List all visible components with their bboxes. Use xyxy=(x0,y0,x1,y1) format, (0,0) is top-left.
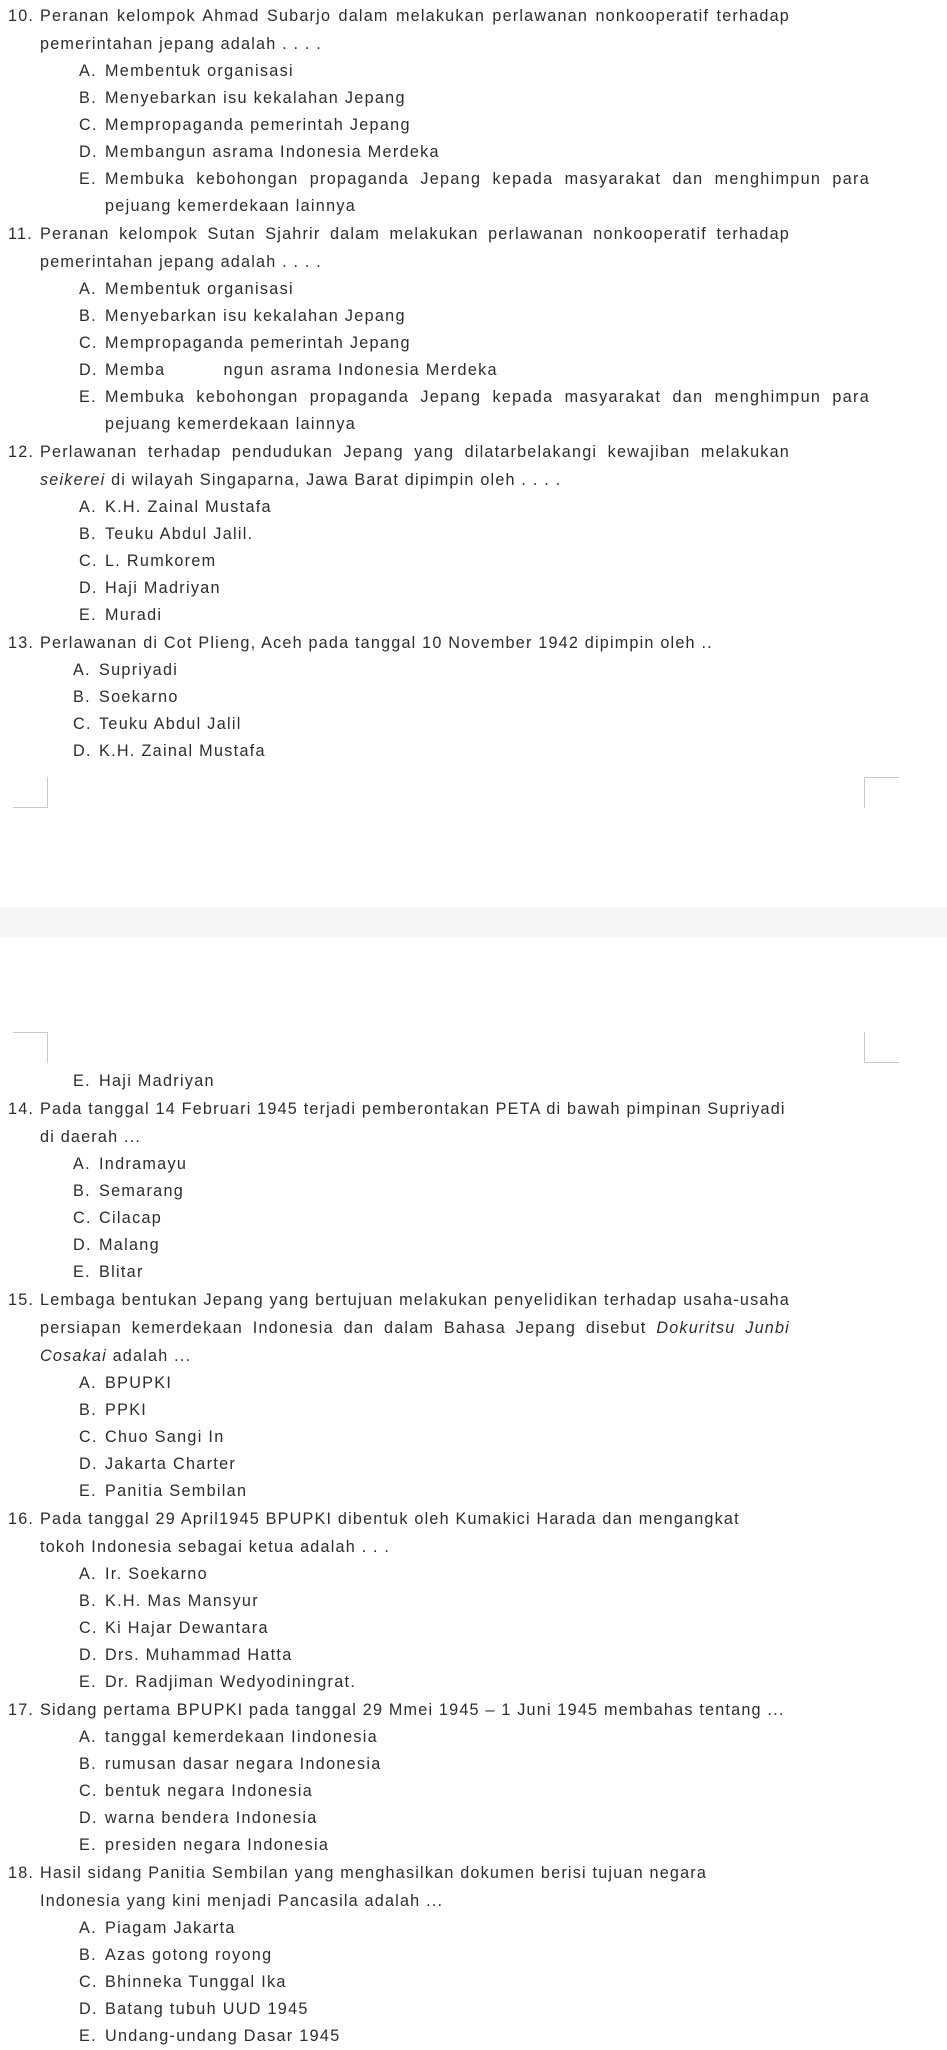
option-label: E. xyxy=(79,1482,97,1500)
option-text: Menyebarkan isu kekalahan Jepang xyxy=(105,89,406,107)
option xyxy=(0,1615,870,1642)
option xyxy=(0,58,870,85)
option-label: D. xyxy=(79,579,98,597)
option-label: C. xyxy=(79,334,98,352)
option xyxy=(0,139,870,166)
option-label: D. xyxy=(79,1455,98,1473)
option xyxy=(0,276,870,303)
option-text: BPUPKI xyxy=(105,1374,173,1392)
option xyxy=(0,1751,870,1778)
option xyxy=(0,1642,870,1669)
question-body: Perlawanan terhadap pendudukan Jepang yang dilatarbelakangi kewajiban melakukan xyxy=(40,443,790,461)
question-13 xyxy=(0,629,790,657)
question-body: Pada tanggal 14 Februari 1945 terjadi pemberontakan PETA di bawah pimpinan Supriyadi di daerah ... xyxy=(40,1100,786,1146)
document-page-2 xyxy=(0,937,947,2050)
option-label: B. xyxy=(79,1592,97,1610)
option-text: Haji Madriyan xyxy=(99,1072,215,1090)
question-body: Peranan kelompok Ahmad Subarjo dalam melakukan perlawanan nonkooperatif terhadap pemerintahan jepang adalah . . . . xyxy=(40,7,790,53)
option-label: B. xyxy=(79,89,97,107)
question-number: 10. xyxy=(8,7,35,25)
option-text: Ir. Soekarno xyxy=(105,1565,208,1583)
option-label: A. xyxy=(73,1155,91,1173)
option xyxy=(0,1805,870,1832)
option-text: K.H. Zainal Mustafa xyxy=(99,742,266,760)
option-text: Muradi xyxy=(105,606,163,624)
option xyxy=(0,1724,870,1751)
question-list-page-1 xyxy=(0,2,870,765)
option-text: Malang xyxy=(99,1236,160,1254)
option-label: A. xyxy=(79,1728,97,1746)
option-text: Drs. Muhammad Hatta xyxy=(105,1646,293,1664)
option xyxy=(0,1424,870,1451)
question-text xyxy=(8,1095,790,1151)
option-text: Ki Hajar Dewantara xyxy=(105,1619,269,1637)
question-text xyxy=(8,220,790,276)
option-list xyxy=(0,1151,870,1286)
option-text: Supriyadi xyxy=(99,661,179,679)
question-17 xyxy=(0,1696,790,1724)
option-label: E. xyxy=(79,388,97,406)
option-label: C. xyxy=(79,1619,98,1637)
question-text xyxy=(8,1696,790,1724)
option-label: E. xyxy=(79,170,97,188)
option-text: Membuka kebohongan propaganda Jepang kepada masyarakat dan menghimpun para pejuang kemerdekaan lainnya xyxy=(105,170,870,215)
option xyxy=(0,2023,870,2050)
question-body: Peranan kelompok Sutan Sjahrir dalam melakukan perlawanan nonkooperatif terhadap pemerintahan jepang adalah . . . . xyxy=(40,225,790,271)
option xyxy=(0,1068,870,1095)
option xyxy=(0,303,870,330)
option-text: Mempropaganda pemerintah Jepang xyxy=(105,116,411,134)
option xyxy=(0,1205,870,1232)
option xyxy=(0,1478,870,1505)
question-text xyxy=(8,1505,790,1561)
question-number: 17. xyxy=(8,1701,35,1719)
option-label: C. xyxy=(79,116,98,134)
option-text: Mempropaganda pemerintah Jepang xyxy=(105,334,411,352)
option xyxy=(0,1397,870,1424)
option-text: Soekarno xyxy=(99,688,179,706)
option-label: B. xyxy=(73,688,91,706)
option-text: Dr. Radjiman Wedyodiningrat. xyxy=(105,1673,357,1691)
option xyxy=(0,112,870,139)
option xyxy=(0,575,870,602)
question-italic-term: Dokuritsu Junbi Cosakai xyxy=(40,1319,790,1365)
option-label: A. xyxy=(79,1919,97,1937)
option xyxy=(0,1259,870,1286)
option-list xyxy=(0,1068,870,1095)
question-number: 16. xyxy=(8,1510,35,1528)
option-text: PPKI xyxy=(105,1401,148,1419)
option-text: Memba ngun asrama Indonesia Merdeka xyxy=(105,361,498,379)
option xyxy=(0,657,870,684)
option-text: Cilacap xyxy=(99,1209,163,1227)
option-list xyxy=(0,657,870,765)
question-number: 14. xyxy=(8,1100,35,1118)
question-text xyxy=(8,629,790,657)
option-text: Jakarta Charter xyxy=(105,1455,237,1473)
question-number: 11. xyxy=(8,225,33,243)
question-body: Perlawanan di Cot Plieng, Aceh pada tanggal 10 November 1942 dipimpin oleh .. xyxy=(40,634,713,652)
option-text: warna bendera Indonesia xyxy=(105,1809,318,1827)
page-corner-mark xyxy=(13,777,48,808)
option-list xyxy=(0,1561,870,1696)
option-list xyxy=(0,1724,870,1859)
option-text: Blitar xyxy=(99,1263,144,1281)
question-body-tail: adalah ... xyxy=(112,1347,192,1365)
option xyxy=(0,330,870,357)
option-label: B. xyxy=(79,525,97,543)
option-label: B. xyxy=(79,1401,97,1419)
option xyxy=(0,1778,870,1805)
option xyxy=(0,494,870,521)
option xyxy=(0,738,870,765)
option-text: K.H. Zainal Mustafa xyxy=(105,498,272,516)
option-label: A. xyxy=(79,498,97,516)
question-number: 18. xyxy=(8,1864,35,1882)
option-text: Membentuk organisasi xyxy=(105,62,294,80)
question-number: 15. xyxy=(8,1291,35,1309)
option-text: Membentuk organisasi xyxy=(105,280,294,298)
question-10 xyxy=(0,2,790,58)
option-label: C. xyxy=(79,1782,98,1800)
option-label: A. xyxy=(79,62,97,80)
option-text: Batang tubuh UUD 1945 xyxy=(105,2000,309,2018)
option xyxy=(0,1370,870,1397)
option-label: C. xyxy=(73,1209,92,1227)
option xyxy=(0,548,870,575)
document-page-1 xyxy=(0,0,947,907)
option xyxy=(0,357,870,384)
question-14 xyxy=(0,1095,790,1151)
option xyxy=(0,1915,870,1942)
option xyxy=(0,684,870,711)
option-text: Undang-undang Dasar 1945 xyxy=(105,2027,341,2045)
question-body: Pada tanggal 29 April1945 BPUPKI dibentuk oleh Kumakici Harada dan mengangkat tokoh Indonesia sebagai ketua adalah . . . xyxy=(40,1510,740,1556)
option-text: Menyebarkan isu kekalahan Jepang xyxy=(105,307,406,325)
option-label: E. xyxy=(79,2027,97,2045)
option-label: B. xyxy=(73,1182,91,1200)
option-text: presiden negara Indonesia xyxy=(105,1836,330,1854)
option-text: Teuku Abdul Jalil. xyxy=(105,525,254,543)
page-corner-mark xyxy=(864,777,899,808)
option-label: C. xyxy=(73,715,92,733)
option xyxy=(0,166,870,220)
option-text: L. Rumkorem xyxy=(105,552,217,570)
question-body: Hasil sidang Panitia Sembilan yang menghasilkan dokumen berisi tujuan negara Indonesia yang kini menjadi Pancasila adalah ... xyxy=(40,1864,708,1910)
option-list xyxy=(0,58,870,220)
question-12 xyxy=(0,438,790,494)
option xyxy=(0,85,870,112)
option-label: E. xyxy=(79,1673,97,1691)
option-list xyxy=(0,1370,870,1505)
question-italic-term: seikerei xyxy=(40,471,106,489)
option xyxy=(0,1151,870,1178)
option-label: D. xyxy=(73,742,92,760)
option xyxy=(0,384,870,438)
option-label: C. xyxy=(79,1428,98,1446)
option-text: Bhinneka Tunggal Ika xyxy=(105,1973,287,1991)
option-label: D. xyxy=(79,1646,98,1664)
option-label: B. xyxy=(79,307,97,325)
option-text: rumusan dasar negara Indonesia xyxy=(105,1755,382,1773)
question-number: 12. xyxy=(8,443,35,461)
option xyxy=(0,1996,870,2023)
option-text: bentuk negara Indonesia xyxy=(105,1782,314,1800)
option-label: E. xyxy=(73,1072,91,1090)
question-text xyxy=(8,438,790,494)
option-list xyxy=(0,1915,870,2050)
option xyxy=(0,602,870,629)
question-text xyxy=(8,1859,790,1915)
option-text: Teuku Abdul Jalil xyxy=(99,715,242,733)
option-list xyxy=(0,494,870,629)
question-15 xyxy=(0,1286,790,1370)
option-text: tanggal kemerdekaan Iindonesia xyxy=(105,1728,378,1746)
option xyxy=(0,1178,870,1205)
page-separator xyxy=(0,907,947,937)
option xyxy=(0,1588,870,1615)
question-body: Sidang pertama BPUPKI pada tanggal 29 Mmei 1945 – 1 Juni 1945 membahas tentang ... xyxy=(40,1701,785,1719)
option-label: C. xyxy=(79,1973,98,1991)
option-label: D. xyxy=(79,361,98,379)
option xyxy=(0,1451,870,1478)
option-label: A. xyxy=(79,280,97,298)
option-label: E. xyxy=(73,1263,91,1281)
question-list-page-2 xyxy=(0,1068,870,2050)
option xyxy=(0,1969,870,1996)
option-text: Semarang xyxy=(99,1182,185,1200)
question-body: Lembaga bentukan Jepang yang bertujuan melakukan penyelidikan terhadap usaha-usaha persiapan kemerdekaan Indonesia dan dalam Bahasa Jepang disebut xyxy=(40,1291,790,1337)
page-corner-mark xyxy=(864,1032,899,1063)
option-label: A. xyxy=(73,661,91,679)
option-text: Haji Madriyan xyxy=(105,579,221,597)
option-text: Azas gotong royong xyxy=(105,1946,273,1964)
question-body-tail: di wilayah Singaparna, Jawa Barat dipimpin oleh . . . . xyxy=(111,471,562,489)
option-label: A. xyxy=(79,1565,97,1583)
option-label: B. xyxy=(79,1946,97,1964)
option-text: Membangun asrama Indonesia Merdeka xyxy=(105,143,440,161)
question-11 xyxy=(0,220,790,276)
option xyxy=(0,1942,870,1969)
option-label: D. xyxy=(73,1236,92,1254)
option-label: B. xyxy=(79,1755,97,1773)
option-text: Membuka kebohongan propaganda Jepang kepada masyarakat dan menghimpun para pejuang kemerdekaan lainnya xyxy=(105,388,870,433)
option-label: D. xyxy=(79,2000,98,2018)
option-text: Panitia Sembilan xyxy=(105,1482,248,1500)
option-list xyxy=(0,276,870,438)
page-corner-mark xyxy=(13,1032,48,1063)
option-label: A. xyxy=(79,1374,97,1392)
option xyxy=(0,521,870,548)
option xyxy=(0,711,870,738)
question-16 xyxy=(0,1505,790,1561)
option-label: C. xyxy=(79,552,98,570)
question-text xyxy=(8,2,790,58)
option-text: Chuo Sangi In xyxy=(105,1428,225,1446)
option xyxy=(0,1232,870,1259)
question-18 xyxy=(0,1859,790,1915)
option-label: D. xyxy=(79,143,98,161)
option-label: E. xyxy=(79,606,97,624)
option-label: D. xyxy=(79,1809,98,1827)
option-text: K.H. Mas Mansyur xyxy=(105,1592,259,1610)
option xyxy=(0,1669,870,1696)
option-label: E. xyxy=(79,1836,97,1854)
question-number: 13. xyxy=(8,634,35,652)
option-text: Piagam Jakarta xyxy=(105,1919,236,1937)
option xyxy=(0,1832,870,1859)
question-text xyxy=(8,1286,790,1370)
option-text: Indramayu xyxy=(99,1155,188,1173)
option xyxy=(0,1561,870,1588)
